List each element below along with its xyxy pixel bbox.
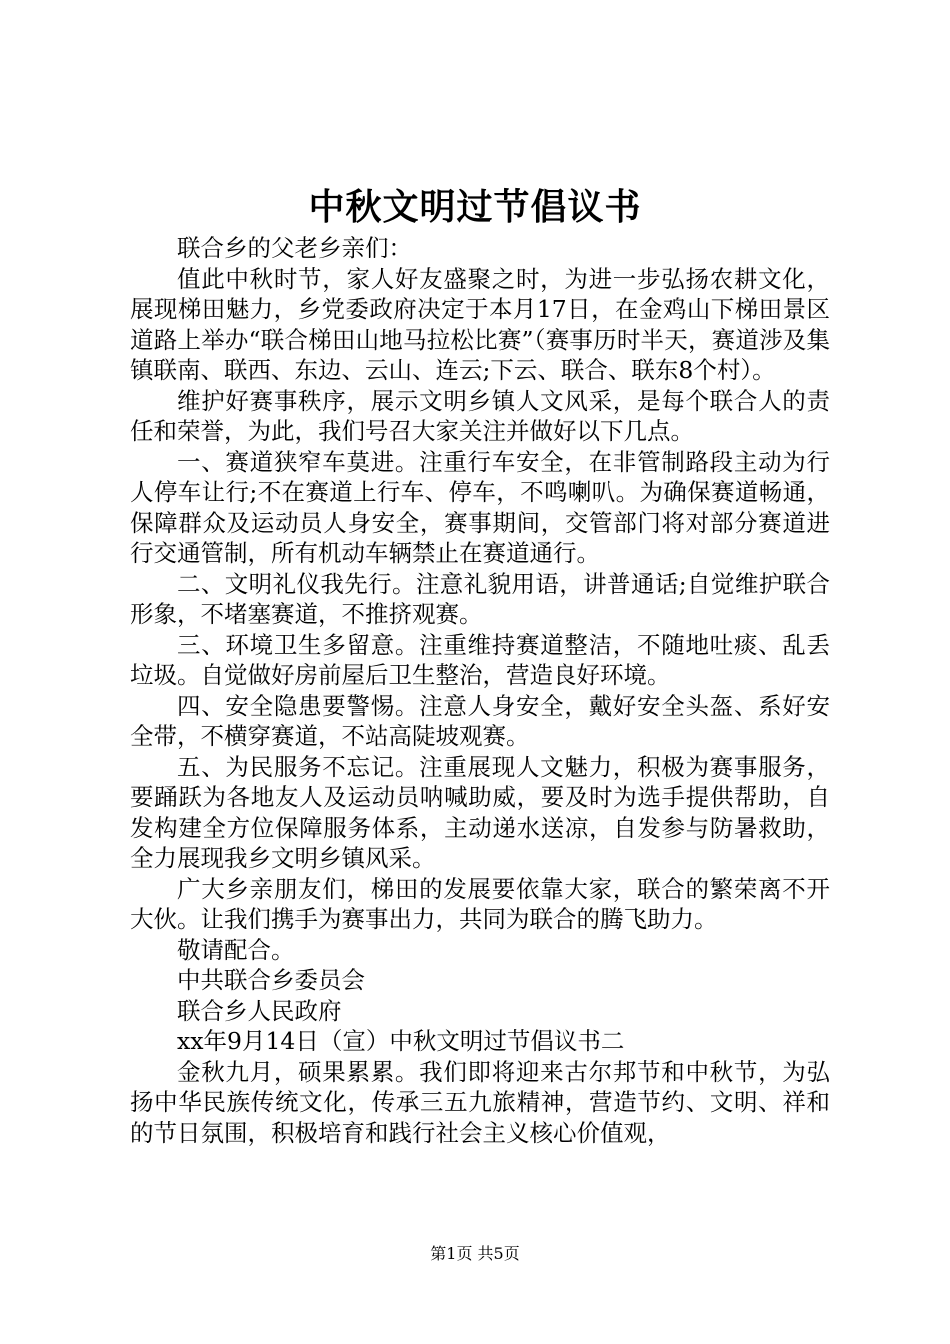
page-number-footer: 第1页 共5页 [430, 1244, 520, 1263]
paragraph: 三、环境卫生多留意。注重维持赛道整洁，不随地吐痰、乱丢垃圾。自觉做好房前屋后卫生整治，营造良好环境。 [130, 630, 830, 689]
paragraph: 四、安全隐患要警惕。注意人身安全，戴好安全头盔、系好安全带，不横穿赛道，不站高陡坡观赛。 [130, 691, 830, 750]
date-line: xx年9月14日（宣）中秋文明过节倡议书二 [177, 1027, 625, 1055]
paragraph: 广大乡亲朋友们，梯田的发展要依靠大家，联合的繁荣离不开大伙。让我们携手为赛事出力，共同为联合的腾飞助力。 [130, 874, 830, 933]
paragraph: 值此中秋时节，家人好友盛聚之时，为进一步弘扬农耕文化，展现梯田魅力，乡党委政府决定于本月17日，在金鸡山下梯田景区道路上举办“联合梯田山地马拉松比赛”（赛事历时半天，赛道涉及集镇联南、联西、东边、云山、连云;下云、联合、联东8个村）。 [130, 264, 830, 384]
closing-line: 敬请配合。 [177, 935, 295, 964]
paragraph: 维护好赛事秩序，展示文明乡镇人文风采，是每个联合人的责任和荣誉，为此，我们号召大家关注并做好以下几点。 [130, 386, 830, 445]
signature-line: 中共联合乡委员会 [177, 966, 365, 994]
document-title: 中秋文明过节倡议书 [308, 186, 642, 228]
paragraph: 一、赛道狭窄车莫进。注重行车安全，在非管制路段主动为行人停车让行;不在赛道上行车、停车，不鸣喇叭。为确保赛道畅通，保障群众及运动员人身安全，赛事期间，交管部门将对部分赛道进行交通管制，所有机动车辆禁止在赛道通行。 [130, 447, 830, 567]
paragraph: 二、文明礼仪我先行。注意礼貌用语，讲普通话;自觉维护联合形象，不堵塞赛道，不推挤观赛。 [130, 569, 830, 628]
signature-line: 联合乡人民政府 [177, 996, 342, 1025]
document-body [130, 233, 830, 1148]
paragraph: 金秋九月，硕果累累。我们即将迎来古尔邦节和中秋节，为弘扬中华民族传统文化，传承三五九旅精神，营造节约、文明、祥和的节日氛围，积极培育和践行社会主义核心价值观， [130, 1057, 830, 1147]
paragraph: 五、为民服务不忘记。注重展现人文魅力，积极为赛事服务，要踊跃为各地友人及运动员呐喊助威，要及时为选手提供帮助，自发构建全方位保障服务体系，主动递水送凉，自发参与防暑救助，全力展现我乡文明乡镇风采。 [130, 752, 830, 872]
salutation: 联合乡的父老乡亲们： [177, 234, 412, 262]
